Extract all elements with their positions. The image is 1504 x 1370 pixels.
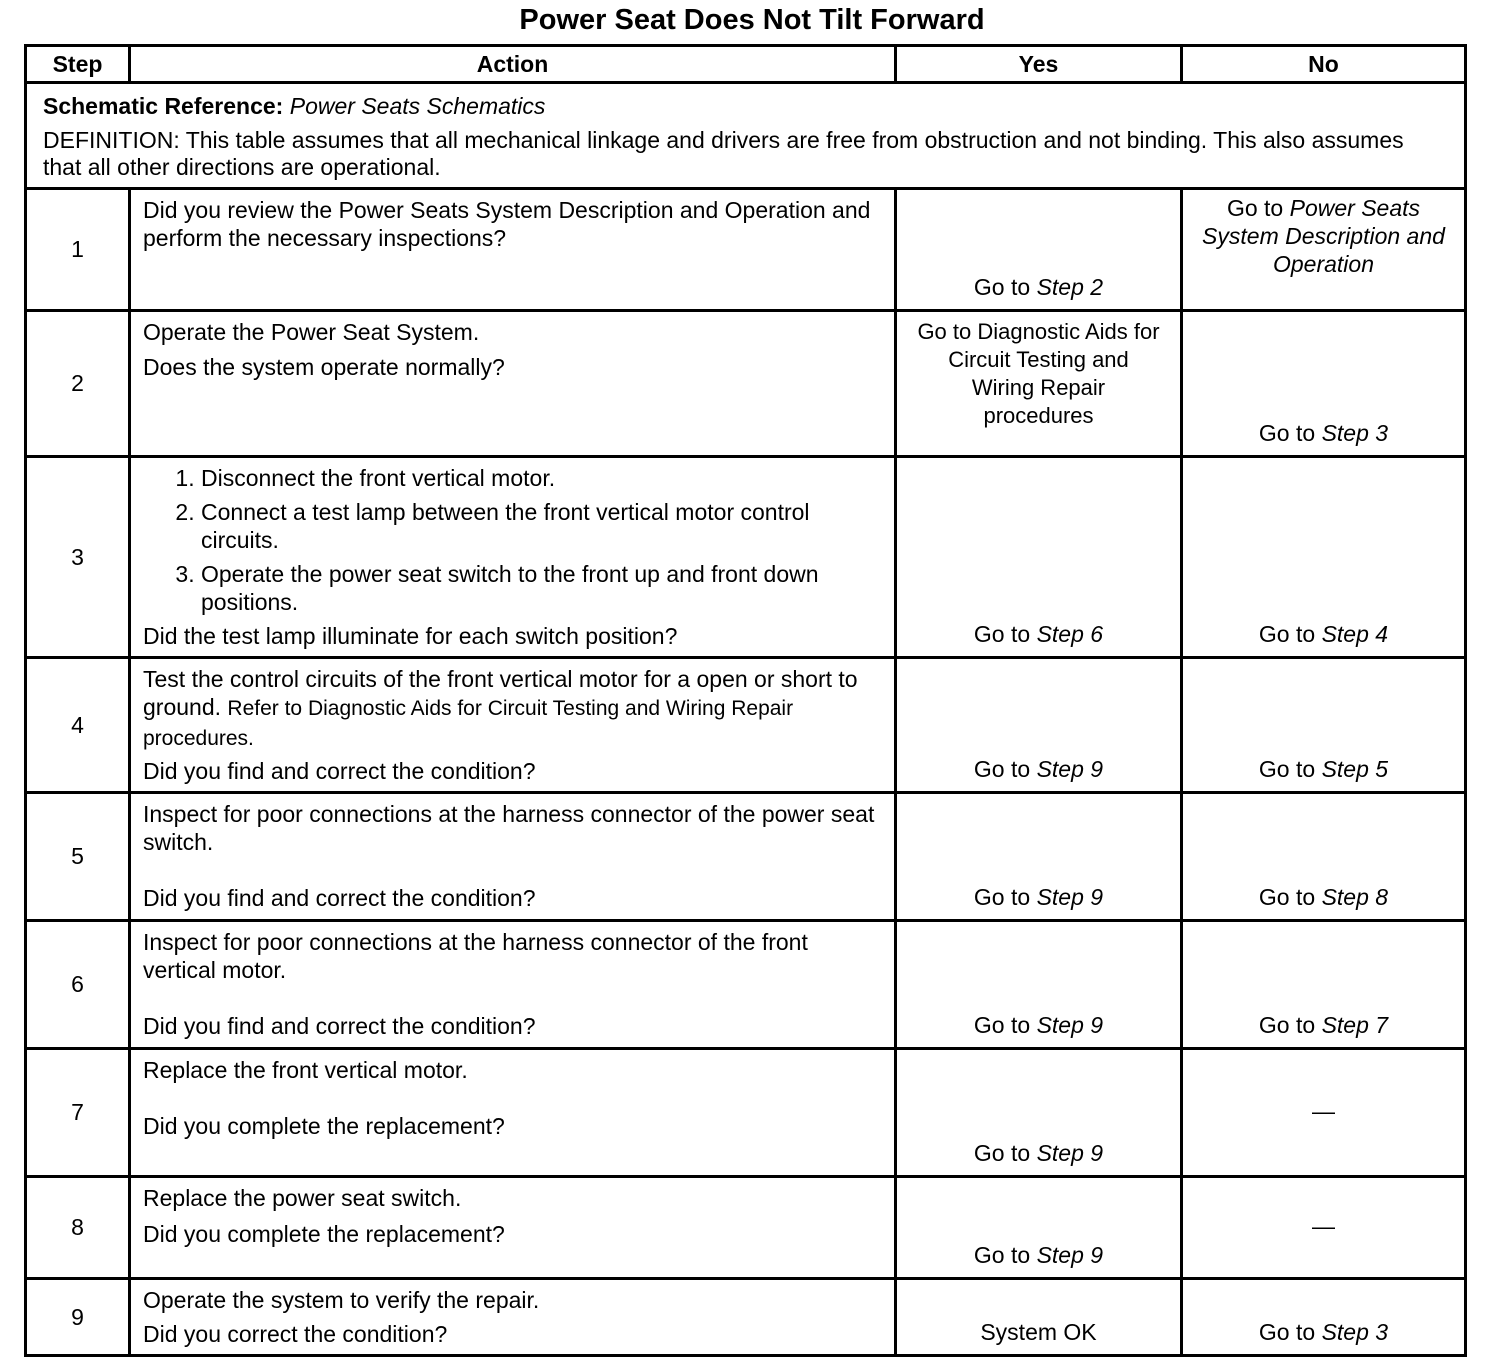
step-number: 4 xyxy=(26,658,130,793)
spacer xyxy=(143,984,884,1012)
yes-text[interactable]: Go to Diagnostic Aids for Circuit Testing and Wiring Repair procedures xyxy=(917,319,1160,428)
action-cell xyxy=(130,658,896,793)
reference-cell xyxy=(26,83,1466,189)
yes-prefix: Go to xyxy=(973,274,1031,300)
yes-link[interactable]: Step 9 xyxy=(1036,756,1104,782)
yes-prefix: Go to xyxy=(973,1242,1031,1268)
question-text: Did you correct the condition? xyxy=(143,1321,448,1347)
yes-prefix: Go to xyxy=(973,756,1031,782)
yes-cell xyxy=(896,457,1182,658)
table-row xyxy=(26,189,1466,311)
yes-prefix: Go to xyxy=(973,621,1031,647)
step-number: 9 xyxy=(26,1279,130,1356)
yes-cell xyxy=(896,1049,1182,1177)
step-number: 1 xyxy=(26,189,130,311)
no-cell xyxy=(1182,658,1466,793)
header-no: No xyxy=(1182,46,1466,83)
yes-text: System OK xyxy=(980,1319,1097,1345)
no-link[interactable]: Power Seats System Description and Operation xyxy=(1202,195,1445,277)
no-link[interactable]: Step 3 xyxy=(1321,420,1389,446)
schematic-reference-link[interactable]: Power Seats Schematics xyxy=(289,93,546,119)
no-cell xyxy=(1182,457,1466,658)
definition-text: DEFINITION: This table assumes that all mechanical linkage and drivers are free from obstruction and not binding. This also assumes that all other directions are operational. xyxy=(43,127,1404,180)
schematic-reference-label: Schematic Reference: xyxy=(43,93,284,119)
step-number: 7 xyxy=(26,1049,130,1177)
action-text: Inspect for poor connections at the harness connector of the power seat switch. xyxy=(143,801,875,855)
reference-row xyxy=(26,83,1466,189)
question-text: Did you find and correct the condition? xyxy=(143,758,536,784)
list-item: 2. Connect a test lamp between the front vertical motor control circuits. xyxy=(201,498,884,554)
table-row xyxy=(26,457,1466,658)
table-row xyxy=(26,1049,1466,1177)
no-prefix: Go to xyxy=(1258,884,1316,910)
no-link[interactable]: Step 4 xyxy=(1321,621,1389,647)
action-cell xyxy=(130,1177,896,1279)
spacer xyxy=(143,856,884,884)
action-text: Did you review the Power Seats System Description and Operation and perform the necessary inspections? xyxy=(143,197,871,251)
action-cell xyxy=(130,1279,896,1356)
no-cell xyxy=(1182,311,1466,457)
question-text: Did you complete the replacement? xyxy=(143,1221,505,1247)
page-title: Power Seat Does Not Tilt Forward xyxy=(519,4,985,36)
action-cell xyxy=(130,1049,896,1177)
no-link[interactable]: Step 8 xyxy=(1321,884,1389,910)
spacer xyxy=(143,1212,884,1220)
header-step: Step xyxy=(26,46,130,83)
question-text: Did the test lamp illuminate for each switch position? xyxy=(143,623,678,649)
table-row xyxy=(26,658,1466,793)
yes-cell xyxy=(896,189,1182,311)
list-item: 1. Disconnect the front vertical motor. xyxy=(201,464,884,492)
action-text: Test the control circuits of the front vertical motor for a open or short to ground. xyxy=(143,666,858,720)
table-row xyxy=(26,1279,1466,1356)
yes-cell xyxy=(896,793,1182,921)
header-action: Action xyxy=(130,46,896,83)
yes-link[interactable]: Step 9 xyxy=(1036,1242,1104,1268)
diagnostic-table xyxy=(24,44,1467,1357)
action-steps-list xyxy=(143,464,884,616)
yes-cell xyxy=(896,1279,1182,1356)
schematic-reference xyxy=(43,92,1448,121)
yes-prefix: Go to xyxy=(973,884,1031,910)
no-prefix: Go to xyxy=(1258,756,1316,782)
reference-note: Refer to Diagnostic Aids for Circuit Testing and Wiring Repair procedures. xyxy=(143,697,794,750)
yes-link[interactable]: Step 9 xyxy=(1036,1140,1104,1166)
table-row xyxy=(26,921,1466,1049)
no-cell xyxy=(1182,921,1466,1049)
no-prefix: Go to xyxy=(1258,1012,1316,1038)
question-text: Did you complete the replacement? xyxy=(143,1113,505,1139)
step-number: 3 xyxy=(26,457,130,658)
no-dash: — xyxy=(1312,1212,1335,1239)
yes-cell xyxy=(896,311,1182,457)
yes-link[interactable]: Step 9 xyxy=(1036,884,1104,910)
step-number: 8 xyxy=(26,1177,130,1279)
no-prefix: Go to xyxy=(1258,420,1316,446)
no-cell xyxy=(1182,1279,1466,1356)
table-row xyxy=(26,311,1466,457)
yes-prefix: Go to xyxy=(973,1140,1031,1166)
no-prefix: Go to xyxy=(1258,1319,1316,1345)
question-text: Did you find and correct the condition? xyxy=(143,1013,536,1039)
no-link[interactable]: Step 7 xyxy=(1321,1012,1389,1038)
action-text: Operate the system to verify the repair. xyxy=(143,1287,540,1313)
question-text: Does the system operate normally? xyxy=(143,354,505,380)
no-cell xyxy=(1182,189,1466,311)
header-row xyxy=(26,46,1466,83)
action-cell xyxy=(130,921,896,1049)
action-text: Inspect for poor connections at the harness connector of the front vertical motor. xyxy=(143,929,808,983)
action-cell xyxy=(130,311,896,457)
no-cell xyxy=(1182,793,1466,921)
table-row xyxy=(26,793,1466,921)
yes-link[interactable]: Step 9 xyxy=(1036,1012,1104,1038)
table-row xyxy=(26,1177,1466,1279)
no-prefix: Go to xyxy=(1258,621,1316,647)
list-item: 3. Operate the power seat switch to the front up and front down positions. xyxy=(201,560,884,616)
yes-link[interactable]: Step 6 xyxy=(1036,621,1104,647)
no-prefix: Go to xyxy=(1226,195,1284,221)
question-text: Did you find and correct the condition? xyxy=(143,885,536,911)
no-cell xyxy=(1182,1177,1466,1279)
action-text: Operate the Power Seat System. xyxy=(143,319,480,345)
yes-prefix: Go to xyxy=(973,1012,1031,1038)
yes-cell xyxy=(896,1177,1182,1279)
step-number: 2 xyxy=(26,311,130,457)
action-cell xyxy=(130,793,896,921)
step-number: 6 xyxy=(26,921,130,1049)
step-number: 5 xyxy=(26,793,130,921)
no-link[interactable]: Step 5 xyxy=(1321,756,1389,782)
header-yes: Yes xyxy=(896,46,1182,83)
yes-cell xyxy=(896,658,1182,793)
no-cell xyxy=(1182,1049,1466,1177)
yes-link[interactable]: Step 2 xyxy=(1036,274,1104,300)
no-dash: — xyxy=(1312,1097,1335,1124)
no-link[interactable]: Step 3 xyxy=(1321,1319,1389,1345)
action-text: Replace the power seat switch. xyxy=(143,1185,462,1211)
yes-cell xyxy=(896,921,1182,1049)
action-cell xyxy=(130,189,896,311)
spacer xyxy=(143,1084,884,1112)
action-text: Replace the front vertical motor. xyxy=(143,1057,468,1083)
action-cell xyxy=(130,457,896,658)
